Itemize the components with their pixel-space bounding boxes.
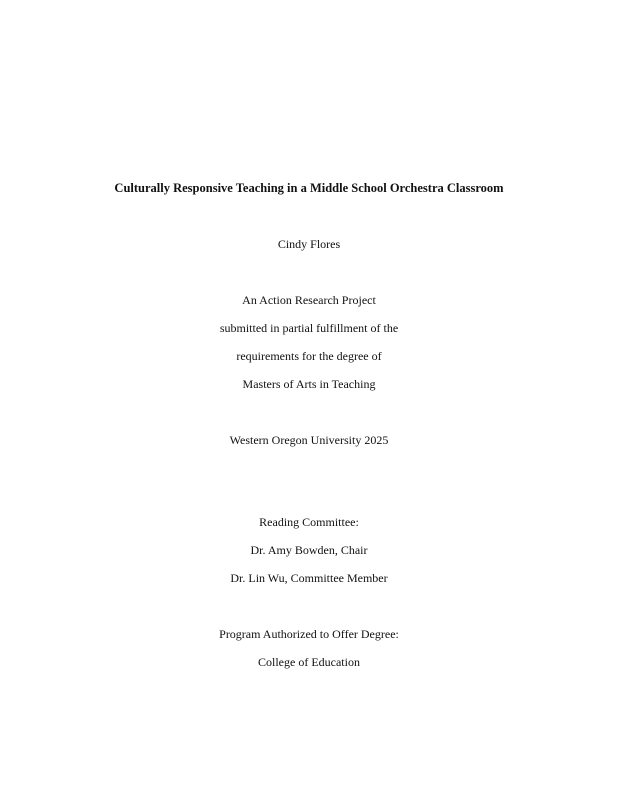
program-heading: Program Authorized to Offer Degree:	[219, 627, 399, 641]
institution-year: Western Oregon University 2025	[229, 433, 389, 447]
submission-line-3: requirements for the degree of	[236, 349, 382, 363]
program-name: College of Education	[258, 655, 360, 669]
committee-heading: Reading Committee:	[259, 515, 359, 529]
thesis-title: Culturally Responsive Teaching in a Middle School Orchestra Classroom	[114, 181, 504, 195]
committee-member: Dr. Lin Wu, Committee Member	[230, 571, 388, 585]
degree-name: Masters of Arts in Teaching	[242, 377, 376, 391]
submission-line-1: An Action Research Project	[242, 293, 376, 307]
submission-line-2: submitted in partial fulfillment of the	[219, 321, 399, 335]
committee-chair: Dr. Amy Bowden, Chair	[250, 543, 368, 557]
author-name: Cindy Flores	[277, 237, 341, 251]
